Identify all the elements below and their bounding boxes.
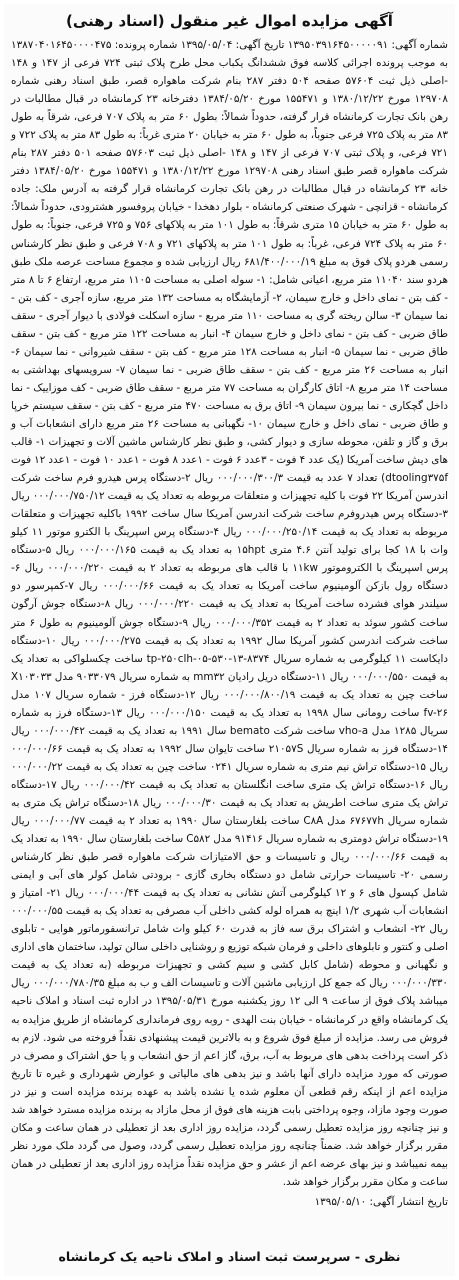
notice-title: آگهی مزایده اموال غیر منقول (اسناد رهنی) — [66, 12, 393, 30]
auction-notice — [4, 4, 455, 1276]
notice-signature: نظری - سرپرست ثبت اسناد و املاک ناحیه یک کرمانشاه — [58, 1249, 401, 1264]
notice-body — [11, 36, 448, 1191]
publish-date: تاریخ انتشار آگهی: ۱۳۹۵/۰۵/۱۰ — [314, 1196, 448, 1208]
notice-paragraph: شماره آگهی: ۱۳۹۵۰۳۹۱۶۴۵۰۰۰۰۰۹۱ تاریخ آگهی: ۱۳۹۵/۰۵/۰۴ شماره پرونده: ۱۳۸۷۰۴۰۱۶۴۵۰۰۰۰۴۷۵ به موجب پرونده اجرائی کلاسه فوق ششدانگ یکباب محل طرح پلاک ثبتی ۷۲۴ فرعی از ۱۴۷ و ۱۴۸ -اصلی ذیل ثبت ۵۷۶۰۴ صفحه ۵۰۴ دفتر ۲۸۷ بنام شرکت ماهواره قصر، طبق اسناد رهنی شماره ۱۲۹۷۰۸ مورخ ۱۳۸۰/۱۲/۲۲ و ۱۵۵۴۷۱ مورخ ۱۳۸۴/۰۵/۲۰ دفترخانه ۲۳ کرمانشاه در قبال مطالبات در رهن بانک تجارت کرمانشاه قرار گرفته، حدوداً شمالاً: بطول ۶۰ متر به پلاک ۷۰۷ فرعی، شرقاً به طول ۸۳ متر به پلاک ۷۲۵ فرعی جنوباً، به طول ۶۰ متر به خیابان ۲۰ متری غرباً: به طول ۸۳ متر به پلاک ۷۲۲ و ۷۲۱ فرعی، و پلاک ثبتی ۷۰۷ فرعی از ۱۴۷ و ۱۴۸ -اصلی ذیل ثبت ۵۷۶۰۳ صفحه ۵۰۱ دفتر ۲۸۷ بنام شرکت ماهواره قصر طبق اسناد رهنی ۱۲۹۷۰۸ مورخ ۱۳۸۰/۱۲/۲۲ و ۱۵۵۴۷۱ مورخ ۱۳۸۴/۰۵/۲۰ دفتر خانه ۲۳ کرمانشاه در قبال مطالبات در رهن بانک تجارت کرمانشاه قرار گرفته به آدرس ملک: جاده کرمانشاه - قزانچی - شهرک صنعتی کرمانشاه - بلوار دهخدا - خیابان پروفسور هشترودی، حدوداً شمالاً: به طول ۶۰ متر به خیابان ۱۵ متری شرقاً: به طول ۱۰۱ متر به پلاکهای ۷۵۶ و ۷۲۵ فرعی، جنوباً: به طول ۶۰ متر به پلاک ۷۲۴ فرعی، غرباً: به طول ۱۰۱ متر به پلاکهای ۷۲۱ و ۷۰۸ فرعی و طبق نظر کارشناس رسمی هردو پلاک فوق به مبلغ ۶۸۱/۴۰۰/۰۰۰/۱۹ ریال ارزیابی شده و مجموع مساحت عرصه ملک طبق هردو سند ۱۱۰۴۰ متر مربع، اعیانی شامل: ۱- سوله اصلی به مساحت ۱۱۰۵ متر مربع، ارتفاع ۶ تا ۸ متر - کف بتن - نمای داخل و خارج سیمان، ۲- آزمایشگاه به مساحت ۱۳۲ متر مربع، سازه آجری - کف بتن - نما سیمان ۳- سالن ریخته گری به مساحت ۱۱۰ متر مربع - سازه اسکلت فولادی با دیوار آجری - سقف طاق ضربی - کف بتن - نمای داخل و خارج سیمان ۴- انبار به مساحت ۱۲۲ متر مربع - کف بتن - سقف طاق ضربی - نما سیمان ۵- انبار به مساحت ۱۲۸ متر مربع - کف بتن - سقف شیروانی - نما سیمان ۶- انبار به مساحت ۲۶ متر مربع - کف بتن - سقف طاق ضربی - نما سیمان ۷- سرویسهای بهداشتی به مساحت ۱۴ متر مربع ۸- اتاق کارگران به مساحت ۷۷ متر مربع - سقف طاق ضربی - کف موزاییک - نما داخل گچکاری - نما بیرون سیمان ۹- اتاق برق به مساحت ۴۷۰ متر مربع - کف بتن - سقف سیستم خرپا و طاق ضربی - نمای داخل و خارج سیمان ۱۰- نگهبانی به مساحت ۲۶ متر مربع دارای انشعابات آب و برق و گاز و تلفن، محوطه سازی و دیوار کشی، و طبق نظر کارشناس ماشین آلات و تجهیزات ۱- قالب های دیش ساخت آمریکا (یک عدد ۴ فوت - ۳عدد ۶ فوت - ۱عدد ۸ فوت - ۱عدد ۱۰ فوت - ۱عدد ۱۲ فوت dtooling۳۷۵f) تعداد ۷ عدد به قیمت ۰۰۰/۰۰۰/۳۰۰/۳ ریال ۲-دستگاه پرس هیدرو فرم ساخت شرکت اندرسن آمریکا ۲۲ فوت با کلیه تجهیزات و متعلقات مربوطه به تعداد یک به قیمت ۰۰۰/۰۰۰/۷۵۰/۱۲ ریال ۳-دستگاه پرس هیدروفرم ساخت شرکت اندرسن آمریکا سال ساخت ۱۹۹۲ باکلیه تجهیزات و متعلقات مربوطه به تعداد یک به قیمت ۰۰۰/۰۰۰/۲۵۰/۱۴ ریال ۴-دستگاه پرس اسپرینگ با الکترو موتور ۱۱ کیلو وات با ۱۸ کجا برای تولید آنتن ۴.۶ متری ۱۵hpt به تعداد یک به قیمت ۰۰۰/۰۰۰/۱۶۵ ریال ۵-دستگاه پرس اسپرینگ با الکتروموتور ۱۱kw با قالب های مربوطه به تعداد ۲ به قیمت ۰۰۰/۰۰۰/۲۲۰ ریال ۶-دستگاه رول بازکن آلومینیوم ساخت آمریکا به تعداد یک به قیمت ۰۰۰/۰۰۰/۶۶ ریال ۷-کمپرسور دو سیلندر هوای فشرده ساخت آمریکا به تعداد یک به قیمت ۰۰۰/۰۰۰/۲۲۰ ریال ۸-دستگاه جوش آرگون ساخت کشور سوئد به تعداد ۲ به قیمت ۰۰۰/۰۰۰/۳۵۲ ریال ۹-دستگاه جوش آلومینیوم به طول ۶ متر ساخت شرکت اندرسن کشور آمریکا سال ۱۹۹۲ به تعداد یک به قیمت ۰۰۰/۰۰۰/۲۷۵ ریال ۱۰-دستگاه دایکاست ۱۱ کیلوگرمی به شماره سریال ۸۳۷۴-۱۳-۵۳۰-۰۵-tp-۲۵۰clh ساخت چکسلواکی به تعداد یک به قیمت ۰۰۰/۰۰۰/۵۵۰ ریال ۱۱-دستگاه دریل رادیان mm۳۲ به شماره سریال ۹۰۳۳۰۷۹ مدل X۱۰۳۰۳۳ ساخت چین به تعداد یک به قیمت ۰۰۰/۰۰۰/۸۰۰/۱۹ ریال ۱۲-دستگاه فرز - شماره سریال ۱۰۷ مدل fv-۲۶ ساخت رومانی سال ۱۹۹۸ به تعداد یک به قیمت ۰۰۰/۰۰۰/۱۵۰ ریال ۱۳-دستگاه فرز به شماره سریال ۱۲۸۵ مدل vho-a ساخت شرکت bemato سال ۱۹۹۱ به تعداد یک به قیمت ۰۰۰/۰۰۰/۴۲ ریال ۱۴-دستگاه فرز به شماره سریال ۲۱۰۵۷S ساخت تایوان سال ۱۹۹۲ به تعداد یک به قیمت ۰۰۰/۰۰۰/۶۶ ریال ۱۵-دستگاه تراش نیم متری به شماره سریال ۰۲۴۱ ساخت چین به تعداد یک به قیمت ۰۰۰/۰۰۰/۲۲ ریال ۱۶-دستگاه تراش یک متری ساخت انگلستان به تعداد یک به قیمت ۰۰۰/۰۰۰/۴۲ ریال ۱۷-دستگاه تراش یک متری ساخت اطریش به تعداد یک به قیمت ۰۰۰/۰۰۰/۳۰ ریال ۱۸-دستگاه تراش یک متری به شماره سریال ۶۷۶۷۷h مدل C۸A ساخت بلغارستان سال ۱۹۹۰ به تعداد ۲ به قیمت ۰۰۰/۰۰۰/۷۷ ریال ۱۹-دستگاه تراش دومتری به شماره سریال ۹۱۴۱۶ مدل C۵۸۲ ساخت بلغارستان سال ۱۹۹۰ به تعداد یک به قیمت ۰۰۰/۰۰۰/۶۶ ریال و تاسیسات و حق الامتیازات شرکت ماهواره قصر طبق نظر کارشناس رسمی ۲۰- تاسیسات حرارتی شامل دو دستگاه بخاری گازی - برودتی شامل کولر های آبی و ایمنی شامل کپسول های ۶ و ۱۲ کیلوگرمی آتش نشانی به تعداد یک به قیمت ۰۰۰/۰۰۰/۴۴ ریال ۲۱- امتیاز و انشعابات آب شهری ۱/۲ اینچ به همراه لوله کشی داخلی آب مصرفی به تعداد یک به قیمت ۰۰۰/۰۰۰/۵۵ ریال ۲۲- انشعاب و اشتراک برق سه فاز به قدرت ۶۰ کیلو وات شامل ترانسفورماتور هوایی - تابلوی اصلی و کنتور و تابلوهای داخلی و فرمان شبکه توزیع و روشنایی داخلی سالن تولید، ساختمان های اداری و نگهبانی و محوطه (شامل کابل کشی و سیم کشی و تجهیزات مربوطه (به تعداد یک به قیمت ۰۰۰/۰۰۰/۳۳۰ ریال که جمع کل ارزیابی ماشین آلات و تاسیسات الف و ب به مبلغ ۰۰۰/۰۰۰/۷۸۰/۳۵ ریال میباشد پلاک فوق از ساعت ۹ الی ۱۲ روز یکشنبه مورخ ۱۳۹۵/۰۵/۳۱ در اداره ثبت اسناد و املاک ناحیه یک کرمانشاه واقع در کرمانشاه - خیابان بنت الهدی - روبه روی فرمانداری کرمانشاه از طریق مزایده به فروش می رسد. مزایده از مبلغ فوق شروع و به بالاترین قیمت پیشنهادی نقداً فروخته می شود. لازم به ذکر است پرداخت بدهی های مربوط به آب، برق، گاز اعم از حق انشعاب و یا حق اشتراک و مصرف در صورتی که مورد مزایده دارای آنها باشد و نیز بدهی های مالیاتی و عوارض شهرداری و غیره تا تاریخ مزایده اعم از اینکه رقم قطعی آن معلوم شده یا نشده باشد به عهده برنده مزایده است و نیز در صورت وجود مازاد، وجوه پرداختی بابت هزینه های فوق از محل مازاد به برنده مزایده مسترد خواهد شد و نیز چنانچه روز مزایده تعطیل رسمی گردد، مزایده روز اداری بعد از تعطیلی در همان ساعت و مکان مقرر برگزار خواهد شد. ضمناً چنانچه روز مزایده تعطیل رسمی گردد، وصول می گردد ملک مورد نظر بیمه نمیباشد و نیز بهای عرضه اعم از عشر و حق مزایده نقداً مزایده روز اداری بعد از تعطیلی در همان ساعت و مکان مقرر برگزار خواهد شد. — [11, 39, 449, 1188]
